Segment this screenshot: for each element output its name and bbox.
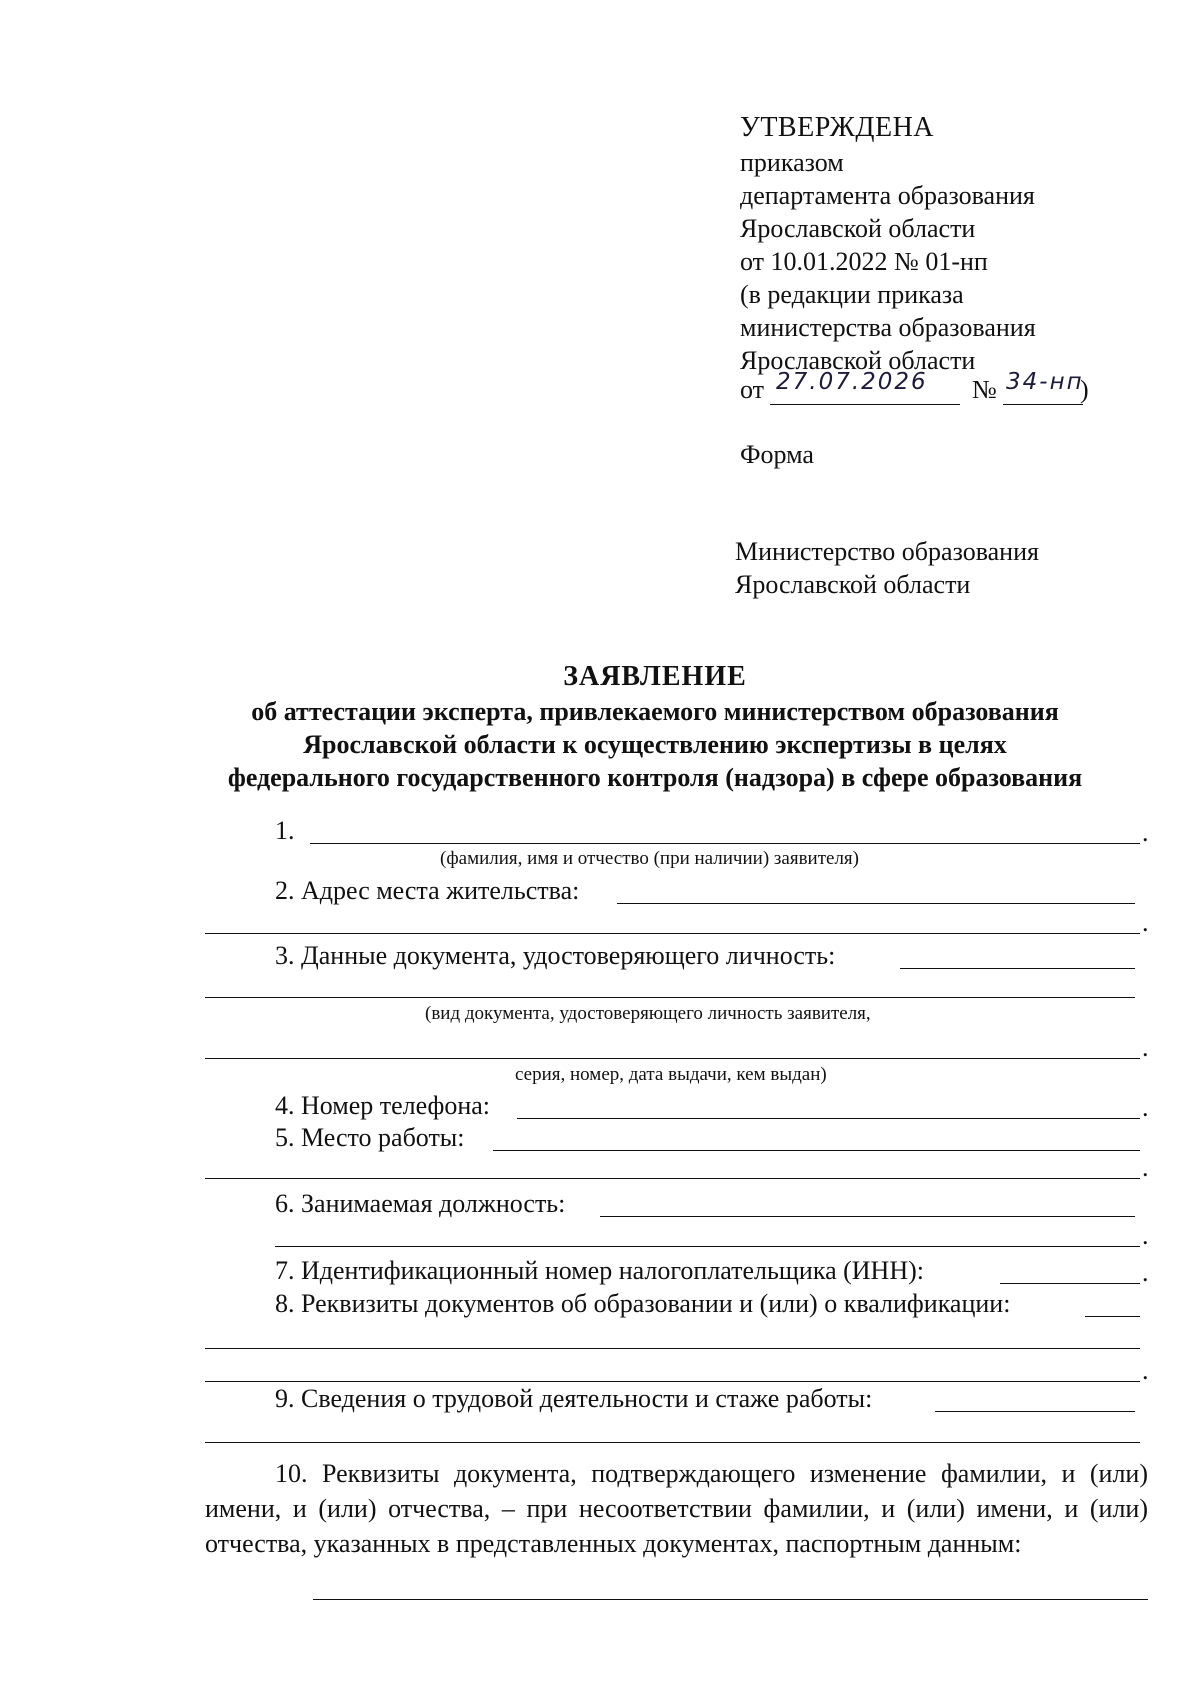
field-1-caption: (фамилия, имя и отчество (при наличии) заявителя) [440, 848, 859, 869]
date-prefix: от [740, 375, 765, 404]
number-prefix: № [972, 375, 997, 404]
field-1-line[interactable] [310, 843, 1140, 844]
form-label: Форма [740, 440, 814, 469]
addressee-line: Ярославской области [735, 570, 971, 599]
period: . [1142, 1033, 1149, 1062]
handwritten-number: 34-нп [1006, 369, 1084, 395]
field-6-label: 6. Занимаемая должность: [275, 1189, 566, 1218]
closing-paren: ) [1080, 375, 1089, 404]
handwritten-date: 27.07.2026 [776, 369, 928, 395]
field-6-line-continued[interactable] [275, 1246, 1140, 1247]
field-9-label: 9. Сведения о трудовой деятельности и стаже работы: [275, 1384, 873, 1413]
period: . [1142, 818, 1149, 847]
field-8-line-continued[interactable] [205, 1348, 1140, 1349]
field-5-line[interactable] [493, 1150, 1140, 1151]
field-4-line[interactable] [517, 1118, 1140, 1119]
field-3-label: 3. Данные документа, удостоверяющего личность: [275, 941, 836, 970]
title-line: федерального государственного контроля (надзора) в сфере образования [227, 763, 1083, 792]
addressee-block [735, 535, 1039, 601]
title-line: об аттестации эксперта, привлекаемого министерством образования [251, 697, 1059, 726]
period: . [1142, 1258, 1149, 1287]
period: . [1142, 908, 1149, 937]
approval-heading: УТВЕРЖДЕНА [740, 112, 935, 143]
title-main: ЗАЯВЛЕНИЕ [563, 661, 747, 692]
field-10-text [205, 1456, 1148, 1561]
approval-date-row [740, 367, 1100, 407]
field-7-line[interactable] [1000, 1283, 1140, 1284]
field-5-label: 5. Место работы: [275, 1123, 465, 1152]
approval-line: министерства образования [740, 313, 1036, 342]
field-3-caption: серия, номер, дата выдачи, кем выдан) [515, 1064, 827, 1085]
field-2-label: 2. Адрес места жительства: [275, 876, 580, 905]
field-6-line[interactable] [600, 1216, 1135, 1217]
field-2-line[interactable] [617, 903, 1135, 904]
date-underline [770, 404, 960, 405]
field-3-line-continued[interactable] [205, 997, 1135, 998]
number-underline [1003, 404, 1083, 405]
title-line: Ярославской области к осуществлению экспертизы в целях [303, 730, 1007, 759]
field-4-label: 4. Номер телефона: [275, 1091, 491, 1120]
approval-line: приказом [740, 148, 844, 177]
field-10-line[interactable] [313, 1599, 1148, 1600]
approval-block [740, 110, 1036, 377]
field-9-line-continued[interactable] [205, 1442, 1140, 1443]
approval-line: департамента образования [740, 181, 1035, 210]
field-7-label: 7. Идентификационный номер налогоплательщика (ИНН): [275, 1256, 924, 1285]
field-2-line-continued[interactable] [205, 933, 1140, 934]
field-10-label: 10. Реквизиты документа, подтверждающего изменение фамилии, и (или) имени, и (или) отчества, – при несоответствии фамилии, и (или) имени, и (или) отчества, указанных в представленных документах, паспортным данным: [205, 1459, 1148, 1558]
field-8-line[interactable] [1085, 1316, 1140, 1317]
period: . [1142, 1356, 1149, 1385]
field-8-label: 8. Реквизиты документов об образовании и (или) о квалификации: [275, 1289, 1011, 1318]
document-title [190, 660, 1120, 794]
period: . [1142, 1221, 1149, 1250]
field-1-label: 1. [275, 816, 295, 845]
period: . [1142, 1093, 1149, 1122]
field-5-line-continued[interactable] [205, 1178, 1140, 1179]
field-3-caption: (вид документа, удостоверяющего личность заявителя, [425, 1003, 871, 1024]
addressee-line: Министерство образования [735, 537, 1039, 566]
approval-line: (в редакции приказа [740, 280, 964, 309]
approval-line: Ярославской области [740, 214, 976, 243]
field-3-line[interactable] [900, 968, 1135, 969]
period: . [1142, 1153, 1149, 1182]
field-8-line-continued[interactable] [205, 1381, 1140, 1382]
approval-line: Ярославской области [740, 346, 976, 375]
field-9-line[interactable] [935, 1411, 1135, 1412]
field-3-line-continued[interactable] [205, 1058, 1140, 1059]
approval-order-ref: от 10.01.2022 № 01-нп [740, 247, 988, 276]
